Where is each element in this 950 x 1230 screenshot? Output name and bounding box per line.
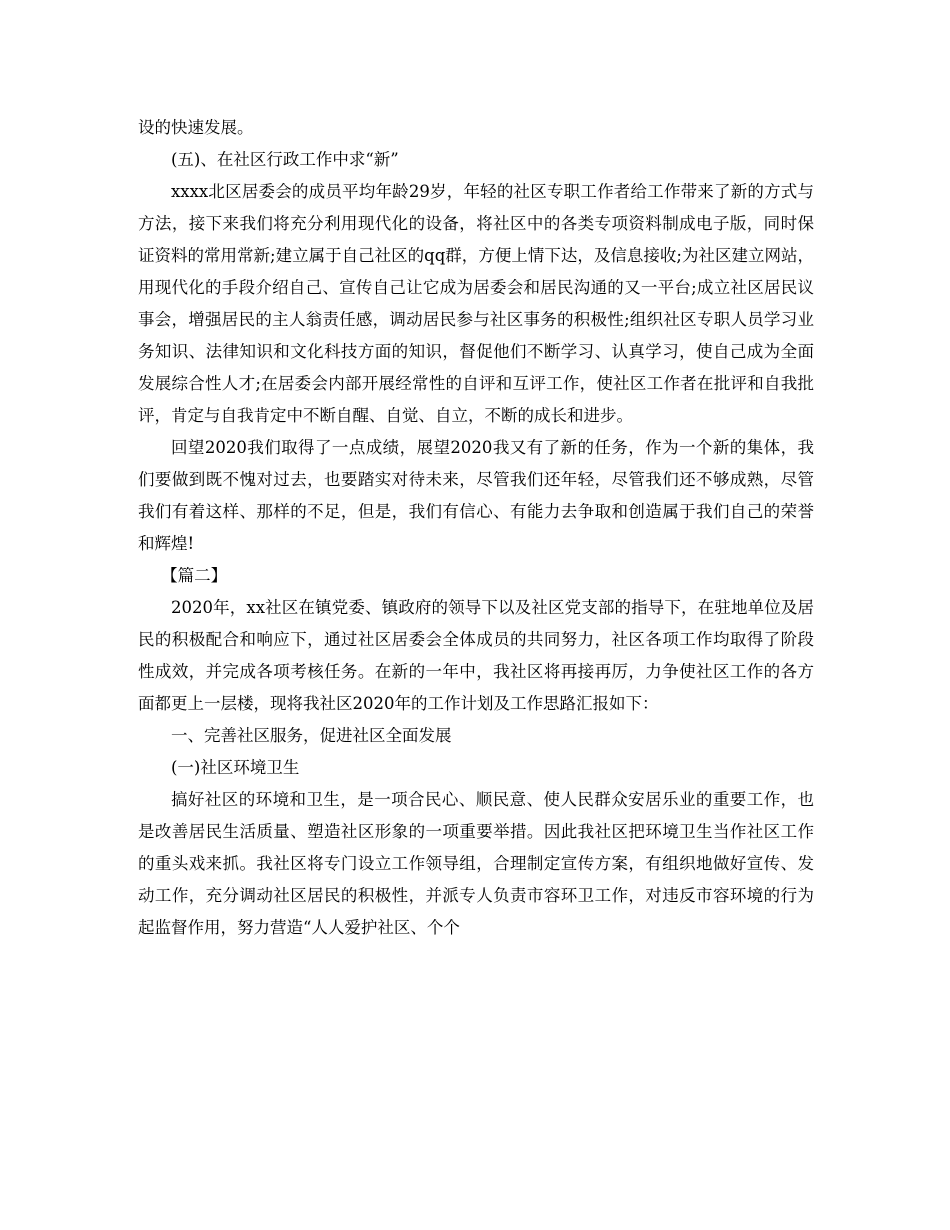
section-heading-one: 一、完善社区服务，促进社区全面发展 bbox=[171, 726, 452, 745]
section-heading-five: (五)、在社区行政工作中求“新” bbox=[171, 150, 399, 169]
paragraph-committee: xxxx北区居委会的成员平均年龄29岁，年轻的社区专职工作者给工作带来了新的方式与方法，接下来我们将充分利用现代化的设备，将社区中的各类专项资料制成电子版，同时保证资料的常用常新;建立属于自己社区的qq群，方便上情下达，及信息接收;为社区建立网站，用现代化的手段介绍自己、宣传自己让它成为居委会和居民沟通的又一平台;成立社区居民议事会，增强居民的主人翁责任感，调动居民参与社区事务的积极性;组织社区专职人员学习业务知识、法律知识和文化科技方面的知识，督促他们不断学习、认真学习，使自己成为全面发展综合性人才;在居委会内部开展经常性的自评和互评工作，使社区工作者在批评和自我批评，肯定与自我肯定中不断自醒、自觉、自立，不断的成长和进步。 bbox=[138, 182, 814, 425]
paragraph-intro-2020: 2020年，xx社区在镇党委、镇政府的领导下以及社区党支部的指导下，在驻地单位及居民的积极配合和响应下，通过社区居委会全体成员的共同努力，社区各项工作均取得了阶段性成效，并完成各项考核任务。在新的一年中，我社区将再接再厉，力争使社区工作的各方面都更上一层楼，现将我社区2020年的工作计划及工作思路汇报如下： bbox=[138, 598, 814, 713]
subsection-heading-environment: (一)社区环境卫生 bbox=[171, 758, 300, 777]
paragraph-environment: 搞好社区的环境和卫生，是一项合民心、顺民意、使人民群众安居乐业的重要工作，也是改善居民生活质量、塑造社区形象的一项重要举措。因此我社区把环境卫生当作社区工作的重头戏来抓。我社区将专门设立工作领导组，合理制定宣传方案，有组织地做好宣传、发动工作，充分调动社区居民的积极性，并派专人负责市容环卫工作，对违反市容环境的行为起监督作用，努力营造“人人爱护社区、个个 bbox=[138, 790, 814, 937]
paragraph-continuation: 设的快速发展。 bbox=[138, 118, 254, 137]
document-page bbox=[138, 112, 814, 944]
chapter-heading: 【篇二】 bbox=[161, 566, 228, 585]
paragraph-review: 回望2020我们取得了一点成绩，展望2020我又有了新的任务，作为一个新的集体，我们要做到既不愧对过去，也要踏实对待未来，尽管我们还年轻，尽管我们还不够成熟，尽管我们有着这样、那样的不足，但是，我们有信心、有能力去争取和创造属于我们自己的荣誉和辉煌! bbox=[138, 438, 814, 553]
